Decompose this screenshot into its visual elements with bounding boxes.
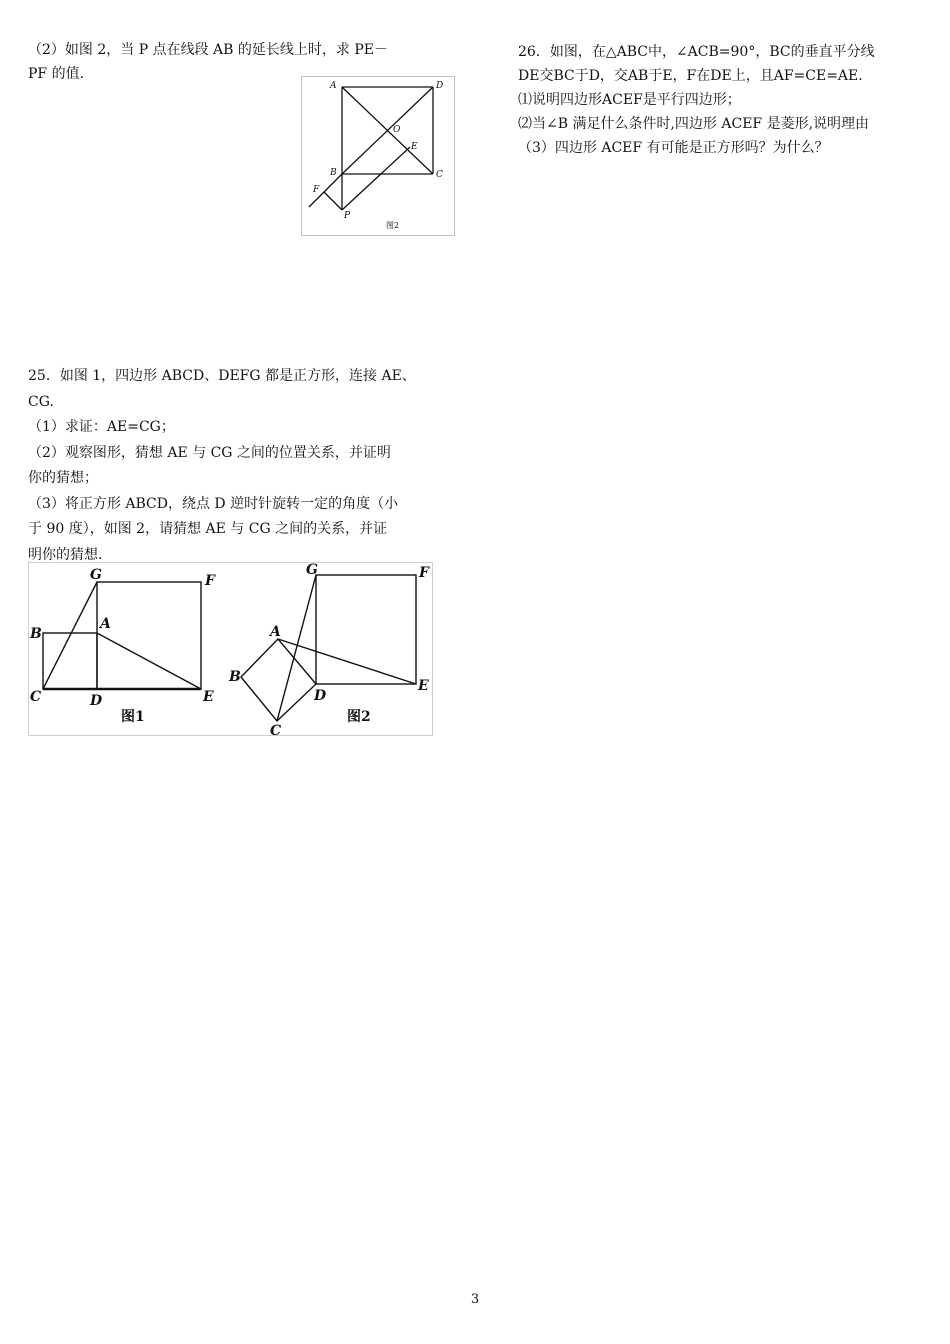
q25-text [28,364,416,568]
q25-fig1-label-D: D [90,693,103,709]
q25-line-7: 于 90 度），如图 2，请猜想 AE 与 CG 之间的关系，并证 [28,521,388,537]
q25-figures-svg [29,563,432,735]
q24-label-A: A [330,81,337,91]
q25-fig2-label-B: B [229,669,241,685]
page-number: 3 [470,1292,480,1307]
q25-fig1-label-B: B [30,626,42,642]
q25-fig2-label-D: D [314,688,327,704]
q25-fig1-label-G: G [90,567,102,583]
q25-fig1-label-E: E [203,689,214,705]
q24-label-C: C [436,170,443,180]
q26-line-3: ⑴说明四边形ACEF是平行四边形； [518,92,741,108]
q25-line-6: （3）将正方形 ABCD，绕点 D 逆时针旋转一定的角度（小 [28,495,399,512]
q24-figure-caption: 图2 [386,221,400,230]
q25-line-2: CG. [28,393,54,410]
q25-fig2-caption: 图2 [347,709,371,725]
q26-line-4: ⑵当∠B 满足什么条件时,四边形 ACEF 是菱形,说明理由 [518,116,870,132]
q25-line-3: （1）求证：AE=CG； [28,419,175,435]
q24-part2-line2: PF 的值. [28,66,85,82]
q25-fig2-lines [241,575,416,721]
q24-part2-line1: （2）如图 2，当 P 点在线段 AB 的延长线上时，求 PE－ [28,42,388,58]
q25-fig2-label-C: C [270,723,282,735]
q26-line-5: （3）四边形 ACEF 有可能是正方形吗？为什么？ [518,140,829,156]
q24-label-E: E [411,142,418,152]
q24-label-P: P [344,211,351,221]
q25-fig1-label-C: C [30,689,42,705]
q25-fig1-caption: 图1 [121,709,145,725]
q24-label-B: B [330,168,337,178]
q25-line-1: 25．如图 1，四边形 ABCD、DEFG 都是正方形，连接 AE、 [28,368,416,384]
q25-fig2-label-A: A [270,624,281,640]
q24-figure-svg [302,77,454,235]
q26-text [518,40,875,160]
q25-fig1-lines [43,582,201,689]
q24-label-O: O [393,125,401,135]
q25-line-5: 你的猜想； [28,470,98,486]
q25-fig1-label-F: F [205,573,215,589]
q25-line-4: （2）观察图形，猜想 AE 与 CG 之间的位置关系，并证明 [28,444,391,461]
q25-figures [28,562,433,736]
q25-fig2-label-F: F [419,565,429,581]
q24-label-F: F [313,185,320,195]
q25-fig2-label-G: G [306,563,318,578]
q24-label-D: D [436,81,444,91]
q25-fig2-label-E: E [418,678,429,694]
q25-fig1-label-A: A [100,616,111,632]
q25-line-8: 明你的猜想. [28,546,103,563]
q24-figure [301,76,455,236]
q26-line-1: 26．如图，在△ABC中，∠ACB=90°，BC的垂直平分线 [518,44,875,60]
q26-line-2: DE交BC于D，交AB于E，F在DE上，且AF=CE=AE. [518,68,863,84]
